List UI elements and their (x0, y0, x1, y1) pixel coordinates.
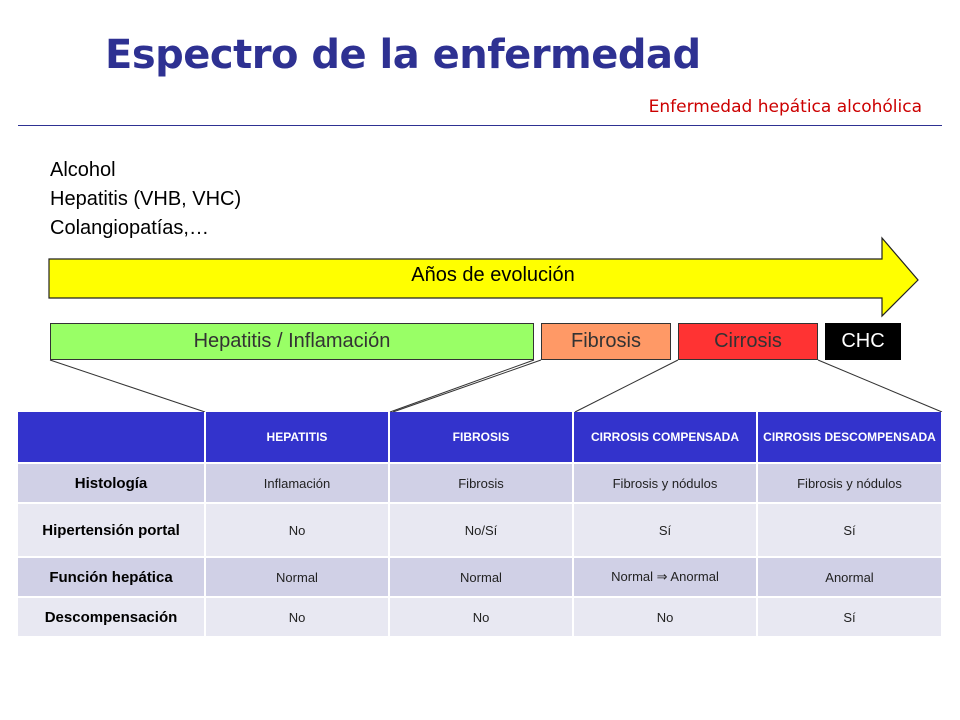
table-cell: Normal (205, 557, 389, 597)
table-cell: Fibrosis y nódulos (757, 463, 942, 503)
table-row (18, 597, 942, 636)
cause-item: Hepatitis (VHB, VHC) (50, 188, 242, 210)
table-cell: Fibrosis (389, 463, 573, 503)
stage-hepatitis: Hepatitis / Inflamación (50, 323, 534, 360)
table-cell: No (389, 597, 573, 636)
row-header: Descompensación (18, 597, 205, 636)
cause-item: Alcohol (50, 159, 116, 181)
table-cell: Sí (573, 503, 757, 557)
column-header: FIBROSIS (389, 412, 573, 463)
table-cell: Normal ⇒ Anormal (573, 557, 757, 597)
connector-line (575, 360, 678, 412)
page-subtitle: Enfermedad hepática alcohólica (648, 97, 922, 117)
cause-item: Colangiopatías,… (50, 217, 209, 239)
connector-line (50, 360, 205, 412)
table-header-row (18, 412, 942, 463)
row-header: Función hepática (18, 557, 205, 597)
row-header: Hipertensión portal (18, 503, 205, 557)
column-header: CIRROSIS COMPENSADA (573, 412, 757, 463)
table-row (18, 503, 942, 557)
table-row (18, 463, 942, 503)
table-cell: Normal (389, 557, 573, 597)
table-row (18, 557, 942, 597)
table-cell: Sí (757, 597, 942, 636)
row-header: Histología (18, 463, 205, 503)
table-cell: No (205, 503, 389, 557)
table-cell: Inflamación (205, 463, 389, 503)
table-cell: Anormal (757, 557, 942, 597)
table-cell: Fibrosis y nódulos (573, 463, 757, 503)
stage-chc: CHC (825, 323, 901, 360)
table-cell: No (205, 597, 389, 636)
connector-line (818, 360, 942, 412)
connector-line (393, 360, 541, 412)
page-title: Espectro de la enfermedad (105, 32, 701, 78)
arrow-label: Años de evolución (411, 264, 575, 286)
column-header: HEPATITIS (205, 412, 389, 463)
table-cell: Sí (757, 503, 942, 557)
table-cell: No/Sí (389, 503, 573, 557)
table-cell: No (573, 597, 757, 636)
column-header (18, 412, 205, 463)
connector-line (390, 360, 534, 412)
column-header: CIRROSIS DESCOMPENSADA (757, 412, 942, 463)
stage-fibrosis: Fibrosis (541, 323, 671, 360)
stage-cirrosis: Cirrosis (678, 323, 818, 360)
comparison-table (18, 412, 943, 636)
